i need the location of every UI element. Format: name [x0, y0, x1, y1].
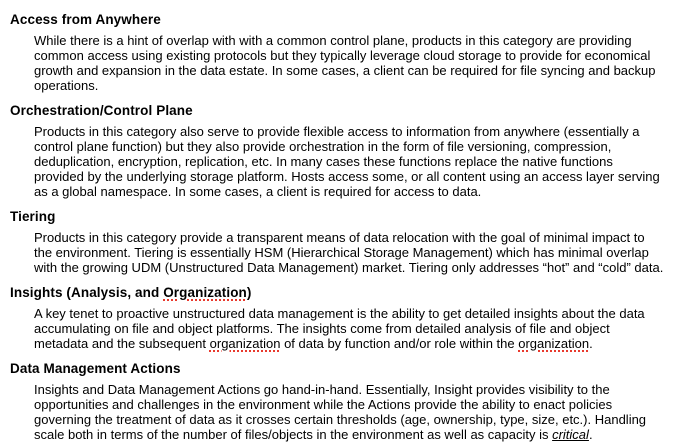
section-paragraph [34, 124, 666, 199]
misspelled-word: Organization [163, 285, 247, 300]
heading-text: Access from Anywhere [10, 12, 161, 27]
paragraph-text: . [588, 427, 593, 442]
paragraph-text: of data by function and/or role within the [280, 336, 519, 351]
heading-text: Insights (Analysis, and [10, 285, 164, 300]
heading-text: Orchestration/Control Plane [10, 103, 193, 118]
paragraph-text: Products in this category also serve to provide flexible access to information from anywhere (essentially a control plane function) but they also provide orchestration in the form of file versioning, compression, deduplication, encryption, replication, etc. In many cases these functions replace the native functions provided by the underlying storage platform. Hosts access some, or all content using an access layer serving as a global namespace. In some cases, a client is required for access to data. [34, 124, 660, 199]
document-section [10, 361, 696, 442]
heading-text: Tiering [10, 209, 56, 224]
section-heading [10, 285, 672, 301]
paragraph-text: While there is a hint of overlap with with a common control plane, products in this category are providing common access using existing protocols but they typically leverage cloud storage to provide for economical growth and expansion in the data estate. In some cases, a client can be required for file syncing and backup operations. [34, 33, 656, 93]
section-heading [10, 209, 672, 225]
paragraph-text: A key tenet to proactive unstructured data management is the ability to get detailed insights about the data accumulating on file and object platforms. The insights come from detailed analysis of file and object metadata and the subsequent [34, 306, 645, 351]
section-heading [10, 103, 672, 119]
section-paragraph [34, 33, 666, 93]
document [10, 12, 696, 442]
section-heading [10, 361, 672, 377]
misspelled-word: organization [518, 336, 590, 351]
emphasized-word: critical [552, 427, 589, 442]
paragraph-text: Insights and Data Management Actions go hand-in-hand. Essentially, Insight provides visibility to the opportunities and challenges in the environment while the Actions provide the ability to enact policies governing the treatment of data as it crosses certain thresholds (age, ownership, type, size, etc.). Handling scale both in terms of the number of files/objects in the environment as well as capacity is [34, 382, 647, 442]
section-heading [10, 12, 672, 28]
paragraph-text: Products in this category provide a transparent means of data relocation with the goal of minimal impact to the environment. Tiering is essentially HSM (Hierarchical Storage Management) which has minimal overlap with the growing UDM (Unstructured Data Management) market. Tiering only addresses “hot” and “cold” data. [34, 230, 664, 275]
paragraph-text: . [589, 336, 593, 351]
misspelled-word: organization [209, 336, 281, 351]
document-section [10, 12, 696, 93]
section-paragraph [34, 382, 666, 442]
document-section [10, 285, 696, 351]
section-paragraph [34, 306, 666, 351]
section-paragraph [34, 230, 666, 275]
document-section [10, 103, 696, 199]
document-section [10, 209, 696, 275]
heading-text: ) [246, 285, 252, 300]
heading-text: Data Management Actions [10, 361, 181, 376]
